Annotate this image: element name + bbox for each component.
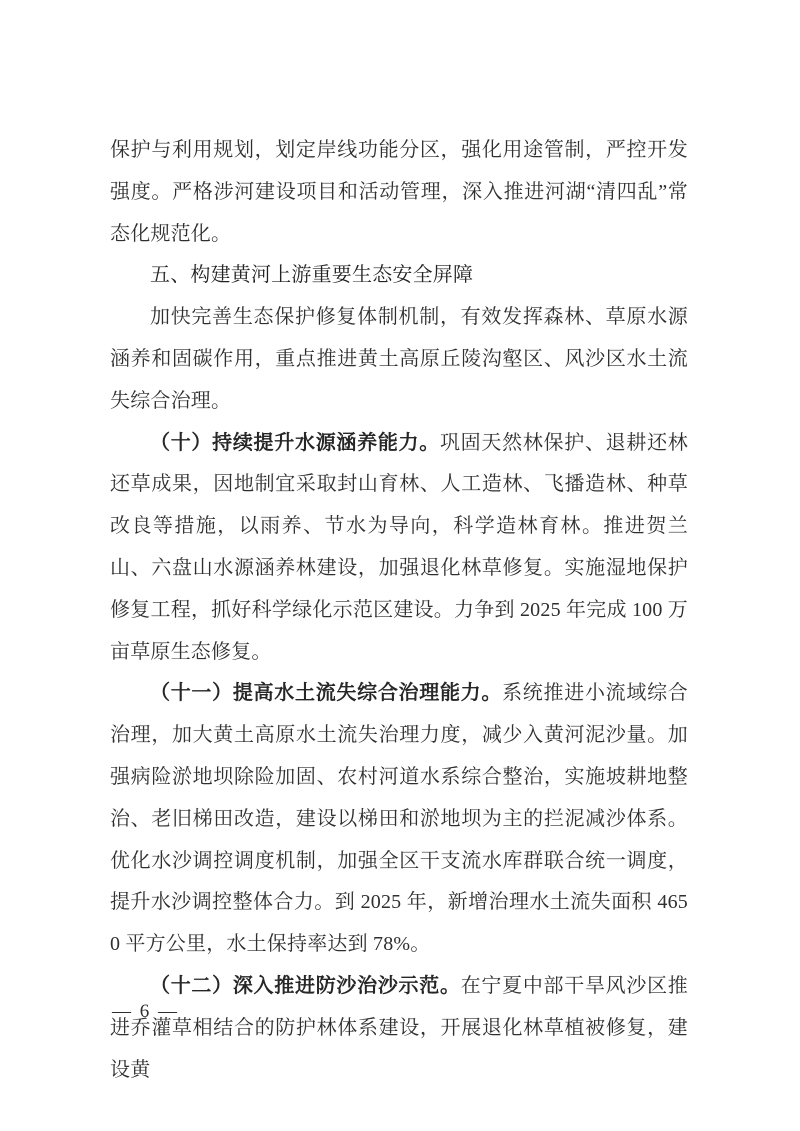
item-paragraph-12 — [110, 966, 688, 1091]
item-11-lead: （十一）提高水土流失综合治理能力。 — [150, 682, 503, 705]
section-heading: 五、构建黄河上游重要生态安全屏障 — [150, 264, 474, 287]
item-12-lead: （十二）深入推进防沙治沙示范。 — [150, 974, 461, 997]
item-12-body: 在宁夏中部干旱风沙区推进乔灌草相结合的防护林体系建设，开展退化林草植被修复，建设黄 — [110, 974, 689, 1081]
page-number: — 6 — — [112, 1001, 179, 1022]
item-paragraph-10 — [110, 423, 688, 674]
continuation-paragraph: 保护与利用规划，划定岸线功能分区，强化用途管制，严控开发强度。严格涉河建设项目和活动管理，深入推进河湖“清四乱”常态化规范化。 — [110, 139, 688, 245]
item-10-lead: （十）持续提升水源涵养能力。 — [150, 431, 440, 454]
intro-paragraph: 加快完善生态保护修复体制机制，有效发挥森林、草原水源涵养和固碳作用，重点推进黄土高原丘陵沟壑区、风沙区水土流失综合治理。 — [110, 306, 688, 412]
item-paragraph-11 — [110, 673, 688, 966]
page-content — [110, 130, 688, 1091]
item-10-body: 巩固天然林保护、退耕还林还草成果，因地制宜采取封山育林、人工造林、飞播造林、种草改良等措施，以雨养、节水为导向，科学造林育林。推进贺兰山、六盘山水源涵养林建设，加强退化林草修复。实施湿地保护修复工程，抓好科学绿化示范区建设。力争到 2025 年完成 100 万亩草原生态修复。 — [110, 431, 688, 663]
item-11-body: 系统推进小流域综合治理，加大黄土高原水土流失治理力度，减少入黄河泥沙量。加强病险淤地坝除险加固、农村河道水系综合整治，实施坡耕地整治、老旧梯田改造，建设以梯田和淤地坝为主的拦泥减沙体系。优化水沙调控调度机制，加强全区干支流水库群联合统一调度，提升水沙调控整体合力。到 2025 年，新增治理水土流失面积 4650 平方公里，水土保持率达到 78%。 — [110, 682, 688, 956]
